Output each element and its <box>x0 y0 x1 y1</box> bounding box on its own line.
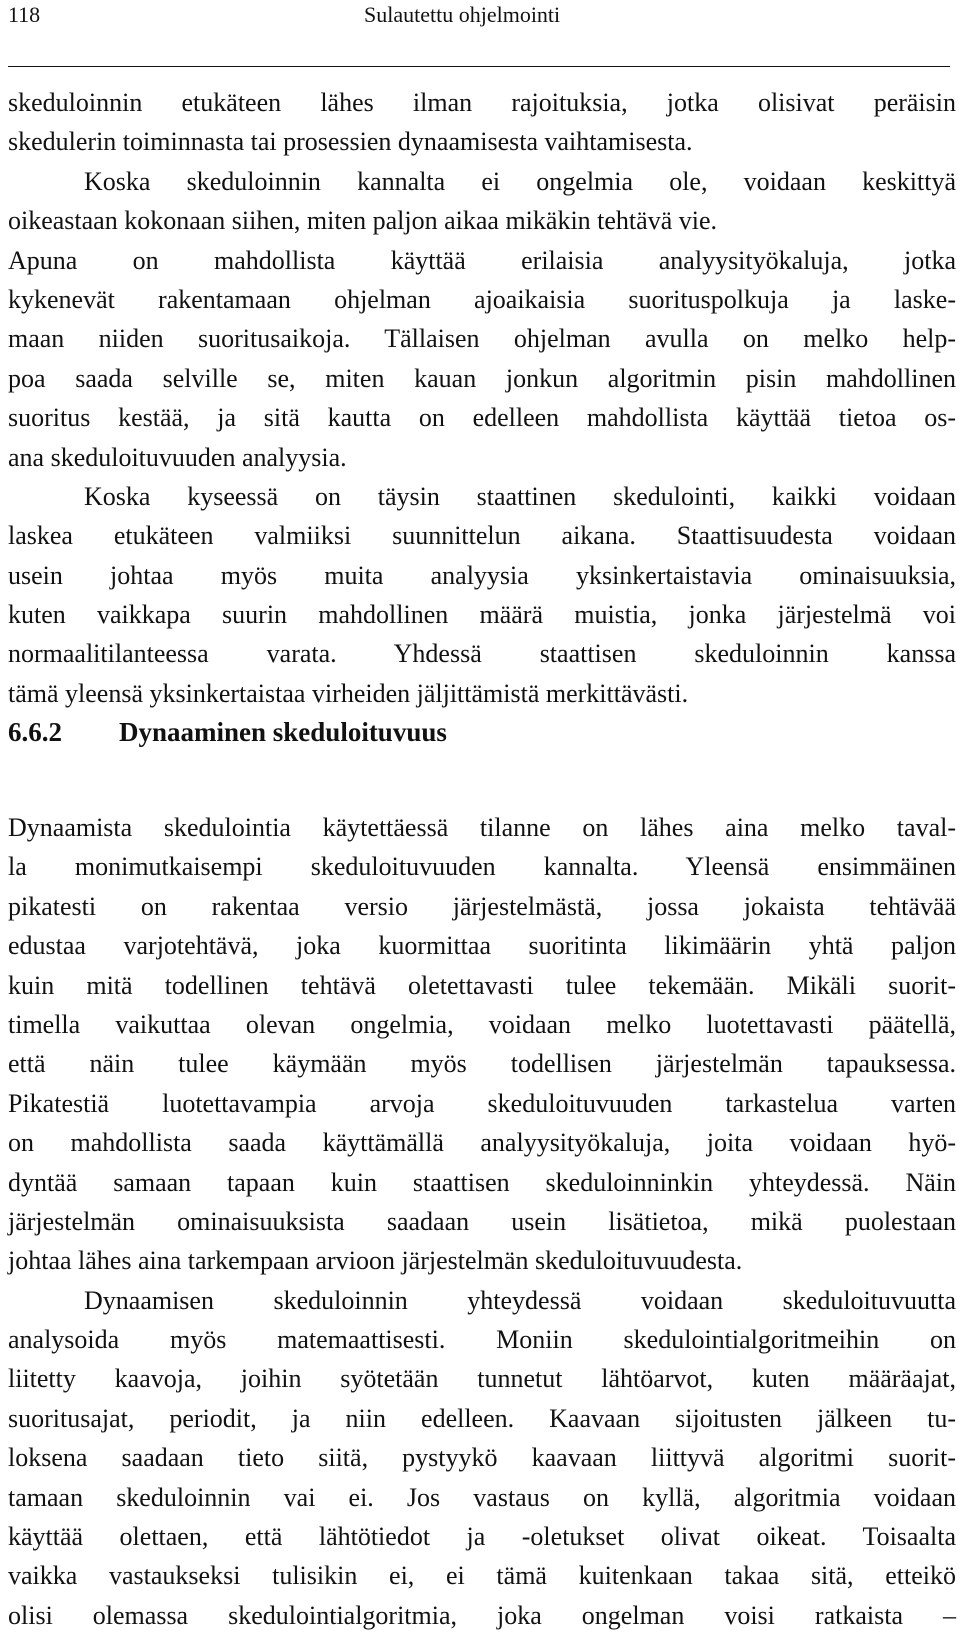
text-line: liitetty kaavoja, joihin syötetään tunnetut lähtöarvot, kuten määräajat, <box>8 1364 956 1394</box>
text-line: kuin mitä todellinen tehtävä oletettavasti tulee tekemään. Mikäli suorit- <box>8 970 956 1000</box>
header-rule <box>8 66 950 67</box>
text-line: järjestelmän ominaisuuksista saadaan usein lisätietoa, mikä puolestaan <box>8 1206 956 1236</box>
text-line: olisi olemassa skedulointialgoritmia, joka ongelman voisi ratkaista – <box>8 1600 956 1630</box>
text-block-dynamic-scheduling <box>8 808 956 1635</box>
text-line: Dynaamisen skeduloinnin yhteydessä voidaan skeduloituvuutta <box>84 1285 956 1315</box>
text-line: la monimutkaisempi skeduloituvuuden kannalta. Yleensä ensimmäinen <box>8 852 956 882</box>
text-line: edustaa varjotehtävä, joka kuormittaa suoritinta likimäärin yhtä paljon <box>8 931 956 961</box>
text-line: timella vaikuttaa olevan ongelmia, voidaan melko luotettavasti päätellä, <box>8 1009 956 1039</box>
text-line: Apuna on mahdollista käyttää erilaisia analyysityökaluja, jotka <box>8 245 956 275</box>
section-heading <box>8 710 447 754</box>
text-line: suoritus kestää, ja sitä kautta on edelleen mahdollista käyttää tietoa os- <box>8 403 956 433</box>
text-line: Dynaamista skedulointia käytettäessä tilanne on lähes aina melko taval- <box>8 813 956 842</box>
text-line: usein johtaa myös muita analyysia yksinkertaistavia ominaisuuksia, <box>8 560 956 590</box>
running-title: Sulautettu ohjelmointi <box>364 2 561 27</box>
running-header <box>8 0 950 30</box>
text-line: käyttää olettaen, että lähtötiedot ja -oletukset olivat oikeat. Toisaalta <box>8 1522 956 1552</box>
text-line: vaikka vastaukseksi tulisikin ei, ei tämä kuitenkaan takaa sitä, etteikö <box>8 1561 956 1591</box>
text-line: analysoida myös matemaattisesti. Moniin skedulointialgoritmeihin on <box>8 1325 956 1355</box>
section-title: Dynaaminen skeduloituvuus <box>119 717 447 747</box>
text-line: tämä yleensä yksinkertaistaa virheiden jäljittämistä merkittävästi. <box>8 678 689 708</box>
text-line: Pikatestiä luotettavampia arvoja skeduloituvuuden tarkastelua varten <box>8 1088 956 1118</box>
text-line: ana skeduloituvuuden analyysia. <box>8 442 347 472</box>
text-line: kuten vaikkapa suurin mahdollinen määrä muistia, jonka järjestelmä voi <box>8 600 956 630</box>
text-line: että näin tulee käymään myös todellisen järjestelmän tapauksessa. <box>8 1049 956 1079</box>
text-block-static-scheduling <box>8 83 956 713</box>
section-number: 6.6.2 <box>8 717 62 747</box>
text-line: poa saada selville se, miten kauan jonkun algoritmin pisin mahdollinen <box>8 363 956 393</box>
text-line: Koska skeduloinnin kannalta ei ongelmia ole, voidaan keskittyä <box>84 166 956 196</box>
text-line: dyntää samaan tapaan kuin staattisen skeduloinninkin yhteydessä. Näin <box>8 1167 956 1197</box>
text-line: maan niiden suoritusaikoja. Tällaisen ohjelman avulla on melko help- <box>8 324 956 354</box>
text-line: johtaa lähes aina tarkempaan arvioon järjestelmän skeduloituvuudesta. <box>8 1246 743 1276</box>
text-line: laskea etukäteen valmiiksi suunnittelun aikana. Staattisuudesta voidaan <box>8 521 956 551</box>
text-line: suoritusajat, periodit, ja niin edelleen. Kaavaan sijoitusten jälkeen tu- <box>8 1403 956 1433</box>
text-line: tamaan skeduloinnin vai ei. Jos vastaus on kyllä, algoritmia voidaan <box>8 1482 956 1512</box>
page-number: 118 <box>8 2 41 27</box>
text-line: kykenevät rakentamaan ohjelman ajoaikaisia suorituspolkuja ja laske- <box>8 284 956 314</box>
text-line: normaalitilanteessa varata. Yhdessä staattisen skeduloinnin kanssa <box>8 639 956 669</box>
text-line: on mahdollista saada käyttämällä analyysityökaluja, joita voidaan hyö- <box>8 1128 956 1158</box>
text-line: pikatesti on rakentaa versio järjestelmästä, jossa jokaista tehtävää <box>8 891 956 921</box>
text-line: skeduloinnin etukäteen lähes ilman rajoituksia, jotka olisivat peräisin <box>8 88 956 117</box>
text-line: Koska kyseessä on täysin staattinen skedulointi, kaikki voidaan <box>84 481 956 511</box>
text-line: loksena saadaan tieto siitä, pystyykö kaavaan liittyvä algoritmi suorit- <box>8 1443 956 1473</box>
text-line: oikeastaan kokonaan siihen, miten paljon aikaa mikäkin tehtävä vie. <box>8 206 717 236</box>
text-line: skedulerin toiminnasta tai prosessien dynaamisesta vaihtamisesta. <box>8 127 693 157</box>
